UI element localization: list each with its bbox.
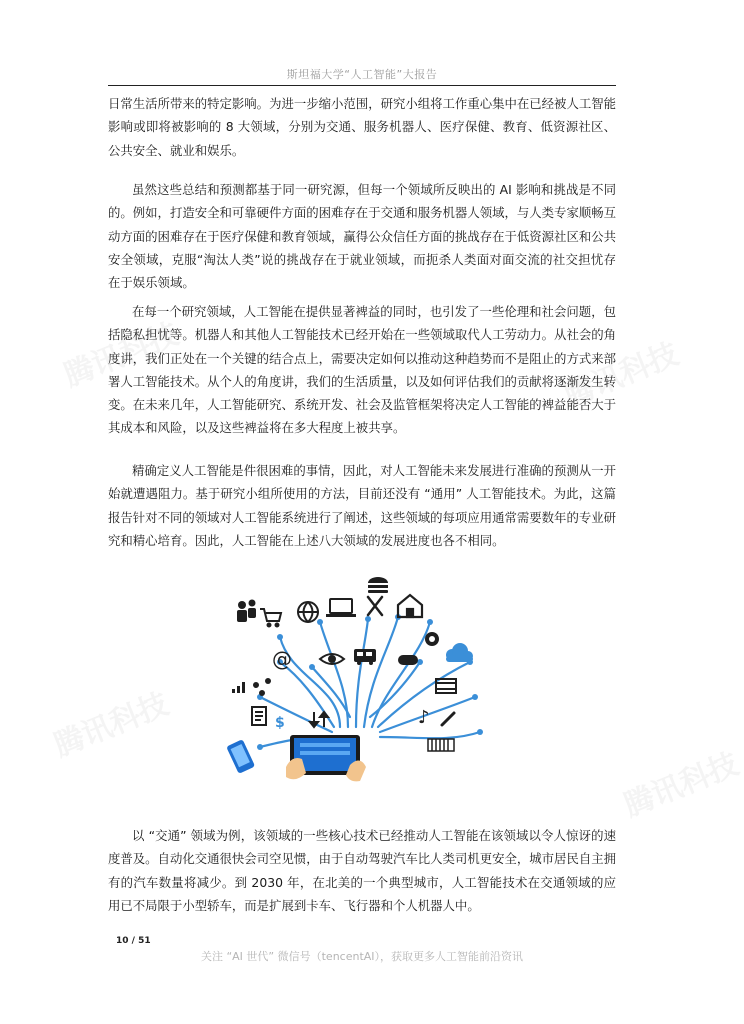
watermark: 腾讯科技: [49, 686, 174, 764]
group-people-icon: [237, 600, 256, 623]
music-icon: [418, 707, 430, 728]
paragraph-ethics: 在每一个研究领域，人工智能在提供显著裨益的同时，也引发了一些伦理和社会问题，包括隐私担忧等。机器人和其他人工智能技术已经开始在一些领域取代人工劳动力。从社会的角度讲，我们正处在一个关键的结合点上，需要决定如何以推动这种趋势而不是阻止的方式来部署人工智能技术。从个人的角度讲，我们的生活质量，以及如何评估我们的贡献将逐渐发生转变。在未来几年，人工智能研究、系统开发、社会及监管框架将决定人工智能的裨益能否大于其成本和风险，以及这些裨益将在多大程度上被共享。: [108, 304, 617, 436]
watermark: 腾讯科技: [59, 316, 184, 394]
ai-network-illustration: [220, 567, 502, 799]
keyboard-icon: [428, 739, 454, 751]
film-icon: [436, 679, 456, 693]
running-header: 斯坦福大学“人工智能”大报告: [286, 68, 438, 81]
eye-icon: [320, 654, 344, 664]
at-symbol: @: [272, 647, 292, 671]
at-icon: [272, 647, 292, 671]
phone-icon: [226, 739, 255, 774]
laptop-icon: [326, 599, 356, 617]
watermark: 腾讯科技: [559, 336, 684, 414]
globe-icon: [298, 602, 318, 622]
paragraph-domains-challenges: 虽然这些总结和预测都基于同一研究源，但每一个领域所反映出的 AI 影响和挑战是不同的。例如，打造安全和可靠硬件方面的困难存在于交通和服务机器人领域，与人类专家顺畅互动方面的困难存在于医疗保健和教育领域，赢得公众信任方面的挑战存在于低资源社区和公共安全领域，克服“淘汰人类”说的挑战存在于就业领域，而扼杀人类面对面交流的社交担忧存在于娱乐领域。: [108, 182, 617, 291]
dollar-icon: [275, 715, 285, 731]
burger-icon: [368, 577, 388, 593]
paragraph-continued: 日常生活所带来的特定影响。为进一步缩小范围，研究小组将工作重心集中在已经被人工智能影响或即将被影响的 8 大领域，分别为交通、服务机器人、医疗保健、教育、低资源社区、公共安全、就业和娱乐。: [108, 96, 617, 158]
page-number: 10 / 51: [116, 936, 151, 946]
chart-icon: [232, 682, 245, 693]
home-icon: [398, 595, 422, 617]
cloud-icon: [446, 643, 473, 662]
gear-icon: [425, 632, 439, 646]
people-network-icon: [253, 678, 271, 696]
paragraph-transport: 以 “交通” 领域为例，该领域的一些核心技术已经推动人工智能在该领域以令人惊讶的速度普及。自动化交通很快会司空见惯，由于自动驾驶汽车比人类司机更安全，城市居民自主拥有的汽车数量将减少。到 2030 年，在北美的一个典型城市，人工智能技术在交通领域的应用已不局限于小型轿车，而是扩展到卡车、飞行器和个人机器人中。: [108, 828, 617, 913]
cart-icon: [260, 609, 281, 627]
bus-icon: [354, 649, 376, 665]
header-rule: [108, 85, 616, 86]
footer-note: 关注 “AI 世代” 微信号（tencentAI），获取更多人工智能前沿资讯: [200, 950, 524, 963]
pencil-icon: [442, 713, 454, 725]
watermark: 腾讯科技: [619, 746, 744, 824]
paragraph-definition: 精确定义人工智能是件很困难的事情，因此，对人工智能未来发展进行准确的预测从一开始就遭遇阻力。基于研究小组所使用的方法，目前还没有 “通用” 人工智能技术。为此，这篇报告针对不同的领域对人工智能系统进行了阐述，这些领域的每项应用通常需要数年的专业研究和精心培育。因此，人工智能在上述八大领域的发展进度也各不相同。: [108, 463, 617, 548]
dollar-symbol: $: [275, 715, 285, 731]
document-icon: [252, 707, 266, 725]
music-symbol: ♪: [418, 707, 430, 728]
gamepad-icon: [398, 655, 418, 665]
fork-knife-icon: [368, 597, 382, 615]
